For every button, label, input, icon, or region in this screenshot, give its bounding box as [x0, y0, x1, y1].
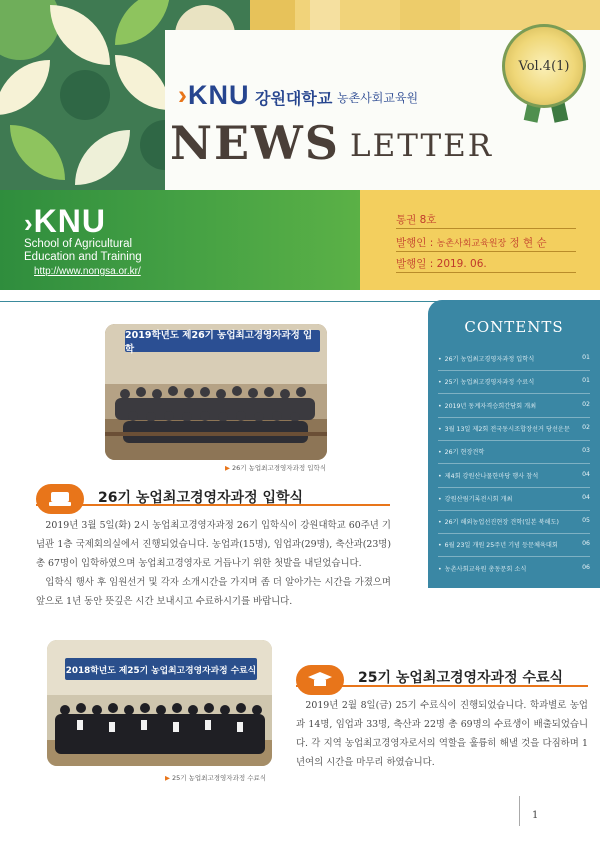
- school-name: School of Agricultural Education and Training: [24, 238, 142, 263]
- school-logo: ›KNU: [24, 203, 106, 239]
- volume-badge: [502, 24, 586, 108]
- contents-item-label: 26기 해외농업선진현장 견학(일본 북해도): [444, 519, 559, 527]
- contents-item-page: 06: [582, 563, 590, 571]
- bullet-icon: •: [438, 356, 442, 363]
- entrance-ceremony-photo: [105, 324, 327, 460]
- website-link[interactable]: http://www.nongsa.or.kr/: [34, 266, 141, 277]
- newsletter-title-news: NEWS: [170, 116, 340, 170]
- newsletter-title-letter: LETTER: [350, 128, 494, 164]
- knu-logo: ›KNU: [178, 80, 250, 110]
- bullet-icon: •: [438, 379, 442, 387]
- contents-item-label: 26기 농업최고경영자과정 입학식: [444, 356, 535, 363]
- contents-separator: [438, 463, 590, 464]
- graduation-banner: 2018학년도 제25기 농업최고경영자과정 수료식: [65, 658, 257, 680]
- contents-separator: [438, 370, 590, 371]
- contents-item-label: 25기 농업최고경영자과정 수료식: [444, 379, 535, 387]
- contents-separator: [438, 533, 590, 534]
- contents-item[interactable]: [438, 564, 590, 578]
- contents-item-label: 강원산림기록전시회 개최: [444, 495, 513, 503]
- contents-separator: [438, 510, 590, 511]
- issue-info: [360, 190, 600, 290]
- issue-number: 통권 8호: [396, 214, 437, 226]
- contents-item-page: 05: [582, 517, 590, 525]
- contents-item-label: 26기 현장견학: [444, 449, 485, 457]
- contents-item-label: 농촌사회교육원 총동문회 소식: [444, 565, 527, 573]
- publisher: 발행인 : 농촌사회교육원장 정 현 순: [396, 237, 547, 249]
- contents-item-label: 제4회 강원산나물한마당 행사 참석: [444, 472, 539, 480]
- info-divider: [396, 272, 576, 273]
- contents-item-page: 02: [582, 400, 590, 408]
- volume-label: Vol.4(1): [518, 58, 570, 74]
- article2-body: 2019년 2월 8일(금) 25기 수료식이 진행되었습니다. 학과별로 농업과 14명, 임업과 33명, 축산과 22명 총 69명의 수료생이 배출되었습니다. 각 지역 농업최고경영자로서의 역할을 훌륭히 해낼 것을 다짐하며 1년여의 시간을 마무리 하였습니다.: [296, 700, 588, 768]
- page-number-divider: [519, 796, 520, 826]
- contents-panel: [428, 300, 600, 588]
- contents-item[interactable]: [438, 354, 590, 368]
- contents-item[interactable]: [438, 377, 590, 391]
- info-divider: [396, 251, 576, 252]
- contents-separator: [438, 393, 590, 394]
- contents-item-page: 03: [582, 447, 590, 455]
- contents-item-page: 01: [582, 377, 590, 385]
- contents-separator: [438, 440, 590, 441]
- contents-item-page: 06: [582, 540, 590, 548]
- page-number: 1: [532, 810, 539, 821]
- bullet-icon: •: [438, 402, 442, 410]
- contents-item[interactable]: [438, 471, 590, 485]
- contents-item[interactable]: [438, 424, 590, 438]
- contents-separator: [438, 417, 590, 418]
- article2-title: 25기 농업최고경영자과정 수료식: [358, 670, 564, 686]
- contents-item-label: 6월 23일 개원 25주년 기념 등문체육대회: [444, 542, 558, 550]
- contents-item[interactable]: [438, 494, 590, 508]
- university-name: 강원대학교: [255, 89, 333, 108]
- graduation-cap-icon: [307, 671, 333, 689]
- entrance-banner: 2019학년도 제26기 농업최고경영자과정 입학: [125, 330, 320, 352]
- bullet-icon: •: [438, 449, 442, 457]
- bullet-icon: •: [438, 425, 442, 433]
- contents-title: CONTENTS: [464, 318, 564, 336]
- bullet-icon: •: [438, 565, 442, 573]
- contents-item-page: 01: [582, 354, 590, 361]
- graduation-section-icon: [296, 665, 344, 695]
- entrance-section-icon: [36, 484, 84, 514]
- book-icon: [47, 490, 73, 508]
- entrance-photo-caption: ▶ 26기 농업최고경영자과정 입학식: [225, 464, 327, 472]
- bullet-icon: •: [438, 519, 442, 527]
- bullet-icon: •: [438, 472, 442, 480]
- article1-title: 26기 농업최고경영자과정 입학식: [98, 490, 304, 506]
- graduation-photo-caption: ▶ 25기 농업최고경영자과정 수료식: [165, 774, 267, 782]
- contents-item-page: 02: [582, 423, 590, 431]
- bullet-icon: •: [438, 495, 442, 503]
- contents-item[interactable]: [438, 540, 590, 554]
- graduation-ceremony-photo: [47, 640, 272, 766]
- caption-triangle-icon: ▶: [165, 774, 170, 782]
- contents-item[interactable]: [438, 401, 590, 415]
- contents-separator: [438, 487, 590, 488]
- contents-item-page: 04: [582, 470, 590, 478]
- contents-item[interactable]: [438, 517, 590, 531]
- article1-body: 2019년 3월 5일(화) 2시 농업최고경영자과정 26기 입학식이 강원대학교 60주년 기념관 1층 국제회의실에서 진행되었습니다. 농업과(15명), 임업과(29명), 축산과(23명) 총 67명이 입학하였으며 농업최고경영자로 거듭나기 위한 첫발을 내딛었습니다. 입학식 행사 후 임원선거 및 각자 소개시간을 가지며 좀 더 알아가는 시간을 가졌으며 앞으로 1년 동안 뜻깊은 시간 보내시고 수료하시기를 바랍니다.: [36, 520, 391, 607]
- contents-item-label: 2019년 동계자격승희간담회 개최: [444, 402, 537, 410]
- contents-item[interactable]: [438, 447, 590, 461]
- bullet-icon: •: [438, 542, 442, 550]
- contents-item-label: 3월 13일 제2회 전국동시조합장선거 당선운문: [444, 425, 570, 433]
- info-divider: [396, 228, 576, 229]
- publish-date: 발행일 : 2019. 06.: [396, 258, 487, 270]
- caption-triangle-icon: ▶: [225, 464, 230, 472]
- contents-item-page: 04: [582, 493, 590, 501]
- contents-separator: [438, 556, 590, 557]
- institute-name: 농촌사회교육원: [337, 91, 419, 105]
